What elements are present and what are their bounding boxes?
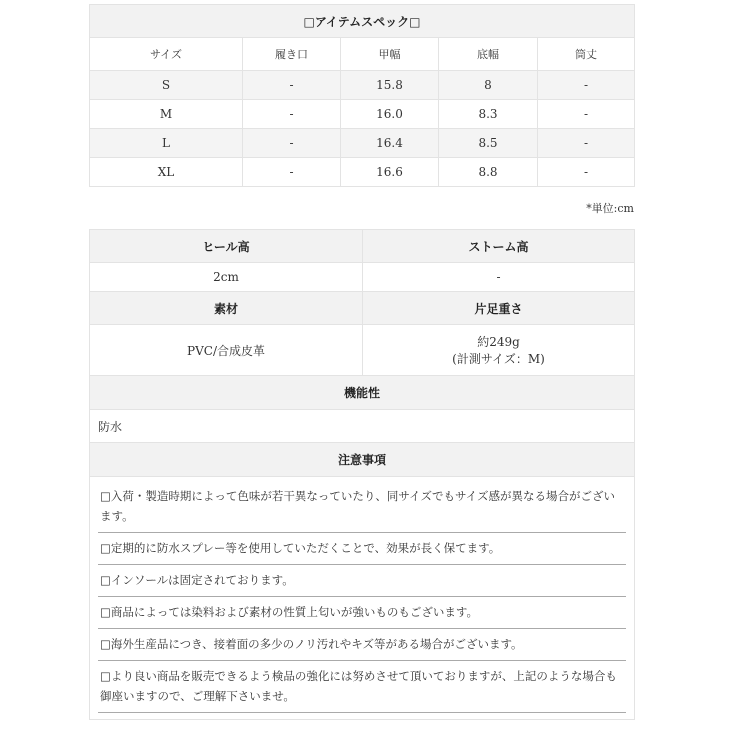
cell: - — [538, 100, 635, 129]
storm-value: - — [363, 263, 635, 292]
notes-list — [90, 477, 635, 720]
cell: 16.0 — [341, 100, 439, 129]
notes-label: 注意事項 — [90, 443, 635, 477]
cell: 16.4 — [341, 129, 439, 158]
cell: 8 — [439, 71, 538, 100]
heel-label: ヒール高 — [90, 230, 363, 263]
details-table — [89, 229, 635, 720]
table-row — [90, 158, 635, 187]
cell: 8.5 — [439, 129, 538, 158]
cell: 15.8 — [341, 71, 439, 100]
cell: S — [90, 71, 243, 100]
cell: - — [243, 129, 341, 158]
col-header: 甲幅 — [341, 38, 439, 71]
weight-note: (計測サイズ：M) — [452, 352, 545, 366]
weight-cell — [363, 325, 635, 376]
note-item: □定期的に防水スプレー等を使用していただくことで、効果が長く保てます。 — [98, 533, 626, 565]
weight-label: 片足重さ — [363, 292, 635, 325]
table-row — [90, 129, 635, 158]
table-row — [90, 100, 635, 129]
col-header: サイズ — [90, 38, 243, 71]
col-header: 底幅 — [439, 38, 538, 71]
heel-value: 2cm — [90, 263, 363, 292]
cell: M — [90, 100, 243, 129]
note-item: □海外生産品につき、接着面の多少のノリ汚れやキズ等がある場合がございます。 — [98, 629, 626, 661]
unit-note: *単位:cm — [586, 202, 634, 215]
cell: - — [538, 71, 635, 100]
function-value: 防水 — [90, 410, 635, 443]
cell: L — [90, 129, 243, 158]
storm-label: ストーム高 — [363, 230, 635, 263]
cell: 8.8 — [439, 158, 538, 187]
col-header: 筒丈 — [538, 38, 635, 71]
note-item: □商品によっては染料および素材の性質上匂いが強いものもございます。 — [98, 597, 626, 629]
col-header: 履き口 — [243, 38, 341, 71]
note-item: □インソールは固定されております。 — [98, 565, 626, 597]
function-label: 機能性 — [90, 376, 635, 410]
cell: - — [538, 129, 635, 158]
cell: - — [243, 71, 341, 100]
note-item: □より良い商品を販売できるよう検品の強化には努めさせて頂いておりますが、上記のような場合も御座いますので、ご理解下さいませ。 — [98, 661, 626, 713]
cell: - — [243, 158, 341, 187]
cell: 8.3 — [439, 100, 538, 129]
table-row — [90, 71, 635, 100]
note-item: □入荷・製造時期によって色味が若干異なっていたり、同サイズでもサイズ感が異なる場合がございます。 — [98, 481, 626, 533]
size-spec-table — [89, 4, 635, 187]
cell: - — [243, 100, 341, 129]
spec-title: □アイテムスペック□ — [90, 5, 635, 38]
weight-value: 約249g — [477, 335, 520, 349]
cell: - — [538, 158, 635, 187]
material-label: 素材 — [90, 292, 363, 325]
cell: XL — [90, 158, 243, 187]
cell: 16.6 — [341, 158, 439, 187]
material-value: PVC/合成皮革 — [90, 325, 363, 376]
